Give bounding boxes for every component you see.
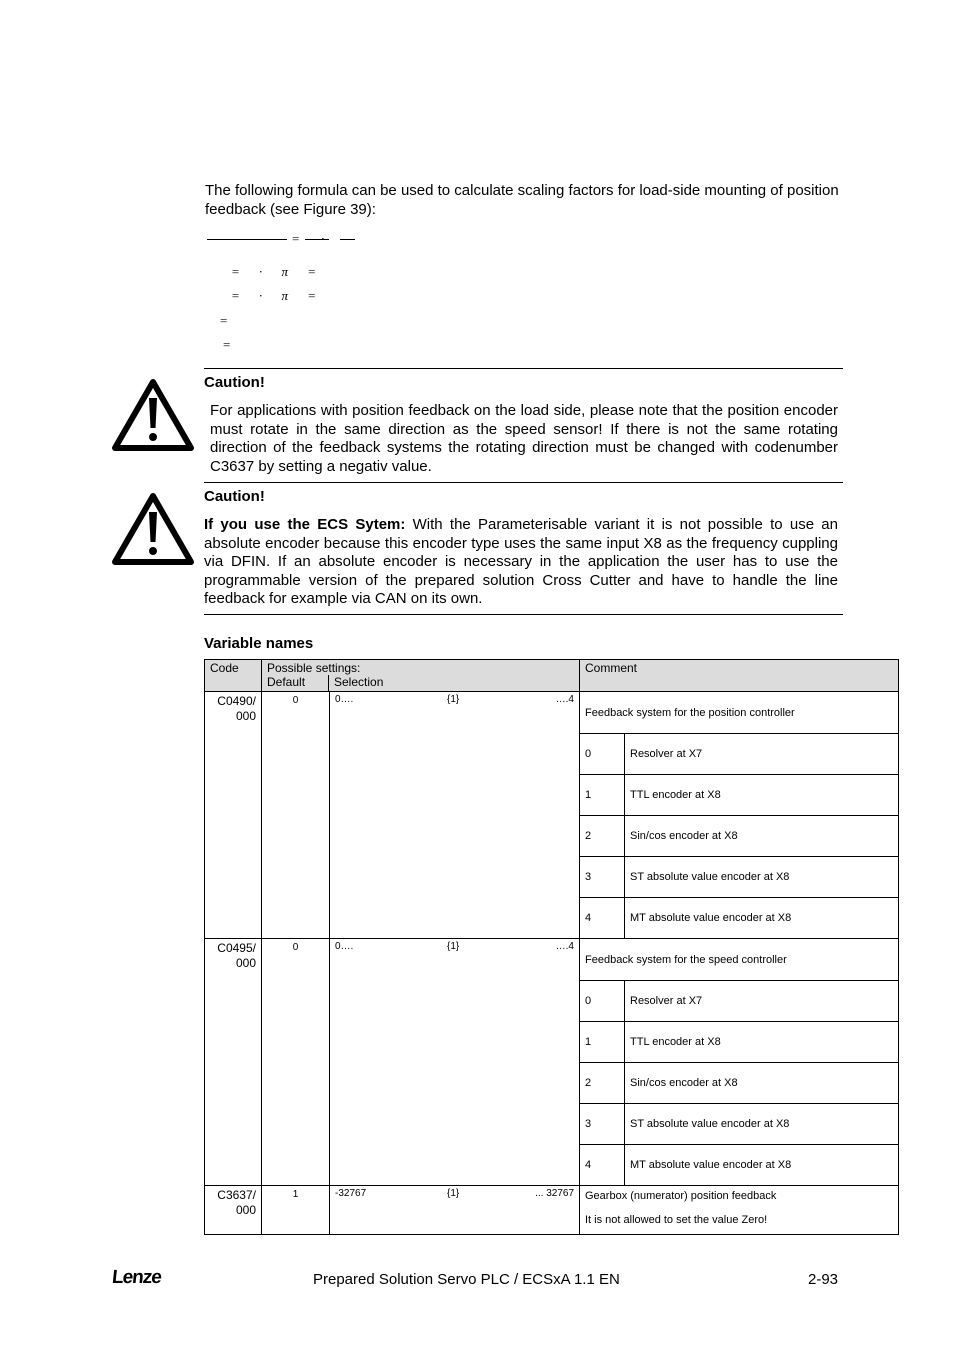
option-row [580,774,898,815]
intro-paragraph: The following formula can be used to calculate scaling factors for load-side mounting of position feedback (see Figure 39): [205,182,839,218]
selection-min: 0…. [335,941,354,952]
option-row [580,1103,898,1144]
footer-title: Prepared Solution Servo PLC / ECSxA 1.1 EN [313,1271,620,1288]
selection-cell [330,1186,580,1235]
selection-range [335,1188,574,1202]
comment-title: Feedback system for the speed controller [585,953,787,966]
option-row [580,856,898,897]
header-comment-label: Comment [585,661,638,675]
option-value: 3 [580,1104,625,1144]
code-number: C0490/ [217,694,256,708]
code-number: C3637/ [217,1188,256,1202]
header-default: Default [262,675,329,691]
option-label: Resolver at X7 [630,995,703,1007]
option-row [580,733,898,774]
option-label: Sin/cos encoder at X8 [630,830,738,842]
option-value: 0 [580,734,625,774]
default-cell: 1 [262,1186,330,1235]
option-value: 0 [580,981,625,1021]
option-label: MT absolute value encoder at X8 [630,1159,792,1171]
option-row [580,1144,898,1185]
table-row [205,939,899,1186]
caution-2-title: Caution! [204,488,265,505]
option-value: 1 [580,1022,625,1062]
warning-triangle-icon [111,378,195,452]
option-label: TTL encoder at X8 [630,1036,721,1048]
option-label: ST absolute value encoder at X8 [630,1118,790,1130]
comment-cell [580,692,899,939]
comment-cell [580,1186,899,1235]
table-row [205,692,899,939]
caution-1-bottom-rule [204,482,843,483]
comment-title: Gearbox (numerator) position feedback [585,1190,777,1202]
scaling-formula [207,230,367,350]
default-cell: 0 [262,939,330,1186]
caution-2-text [204,516,838,609]
lenze-logo: Lenze [110,1267,163,1288]
selection-step: {1} [447,1188,460,1199]
caution-1-text: For applications with position feedback on the load side, please note that the position encoder must rotate in the same direction as the speed sensor! If there is not the same rotating direction of the feedback systems the rotating direction must be changed with codenumber C3637 by setting a negativ value. [210,402,838,475]
selection-max: ... 32767 [535,1188,574,1199]
comment-cell [580,939,899,1186]
option-label: MT absolute value encoder at X8 [630,912,792,924]
formula-line-2: = · π = [231,264,317,279]
caution-2-lead: If you use the ECS Sytem: [204,516,406,533]
selection-min: -32767 [335,1188,367,1199]
variable-names-heading: Variable names [204,635,314,652]
caution-1-title: Caution! [204,374,265,391]
option-row [580,897,898,938]
option-label: Resolver at X7 [630,748,703,760]
formula-line-3: = · π = [231,288,317,303]
code-subindex: 000 [235,1203,256,1217]
code-subindex: 000 [235,709,256,723]
page-number: 2-93 [808,1271,839,1288]
variable-names-table [204,659,899,1235]
caution-2-bottom-rule [204,614,843,615]
selection-cell [330,939,580,1186]
code-cell [205,939,262,1186]
formula-line-1: = · [292,231,325,246]
selection-max: ….4 [555,941,574,952]
option-value: 4 [580,898,625,938]
option-label: TTL encoder at X8 [630,789,721,801]
header-selection: Selection [334,675,384,689]
header-subcolumns [262,675,579,691]
fraction-bar-main [207,239,287,240]
caution-1-top-rule [204,368,843,369]
table-header-row [205,660,899,692]
caution-2-body: With the Parameterisable variant it is not possible to use an absolute encoder because this encoder type uses the same input X8 as the frequency cuppling via DFIN. If an absolute encoder is necessary in the application the user has to use the programmable version of the prepared solution Cross Cutter and have to handle the line feedback for example via CAN on its own. [204,516,838,607]
option-row [580,1021,898,1062]
option-value: 2 [580,816,625,856]
selection-range [335,941,574,955]
selection-max: ….4 [555,694,574,705]
option-row [580,815,898,856]
header-possible-settings [262,660,580,692]
code-cell [205,1186,262,1235]
code-subindex: 000 [235,956,256,970]
selection-step: {1} [447,694,460,705]
option-label: ST absolute value encoder at X8 [630,871,790,883]
option-row [580,1062,898,1103]
option-value: 1 [580,775,625,815]
header-possible-label: Possible settings: [267,661,361,675]
comment-note: It is not allowed to set the value Zero! [585,1214,768,1226]
option-label: Sin/cos encoder at X8 [630,1077,738,1089]
default-cell: 0 [262,692,330,939]
header-comment [580,660,899,692]
formula-line-4: = [220,313,228,328]
formula-line-5: = [223,337,231,352]
code-number: C0495/ [217,941,256,955]
fraction-bar-third [340,239,355,240]
option-value: 3 [580,857,625,897]
code-cell [205,692,262,939]
selection-range [335,694,574,708]
header-code-label: Code [210,661,239,675]
option-value: 2 [580,1063,625,1103]
selection-cell [330,692,580,939]
option-value: 4 [580,1145,625,1185]
selection-step: {1} [447,941,460,952]
selection-min: 0…. [335,694,354,705]
table-row [205,1186,899,1235]
comment-title: Feedback system for the position controller [585,706,795,719]
option-row [580,980,898,1021]
header-code [205,660,262,692]
warning-triangle-icon [111,492,195,566]
